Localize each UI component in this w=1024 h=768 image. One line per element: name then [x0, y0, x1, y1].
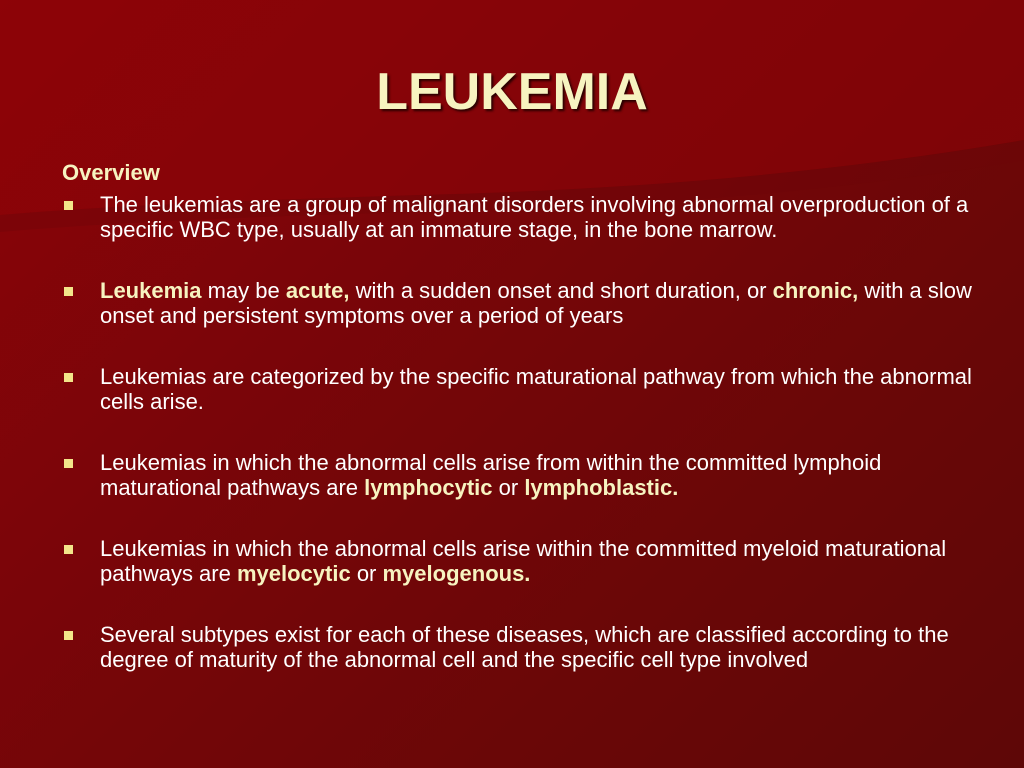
term-myelocytic: myelocytic: [236, 561, 351, 586]
term-acute: acute,: [285, 278, 350, 303]
term-myelogenous: myelogenous.: [382, 561, 531, 586]
bullet-list: [62, 192, 972, 708]
term-chronic: chronic,: [772, 278, 859, 303]
bullet-item-6: [62, 622, 972, 672]
overview-heading: Overview: [62, 160, 160, 185]
bullet-text: with a slow onset and persistent symptoms over a period of years: [100, 278, 972, 328]
bullet-item-1: [62, 192, 972, 242]
bullet-item-5: [62, 536, 972, 586]
slide-title: LEUKEMIA: [376, 63, 648, 121]
bullet-item-4: [62, 450, 972, 500]
square-bullet-icon: [64, 201, 73, 210]
bullet-text: or: [350, 561, 383, 586]
bullet-text: The leukemias are a group of malignant disorders involving abnormal overproduction of a specific WBC type, usually at an immature stage, in the bone marrow.: [100, 192, 969, 242]
bullet-text: or: [492, 475, 525, 500]
square-bullet-icon: [64, 287, 73, 296]
bullet-text: Several subtypes exist for each of these diseases, which are classified according to the degree of maturity of the abnormal cell and the specific cell type involved: [100, 622, 949, 672]
term-lymphocytic: lymphocytic: [364, 475, 493, 500]
term-lymphoblastic: lymphoblastic.: [524, 475, 679, 500]
bullet-item-2: [62, 278, 972, 328]
term-leukemia: Leukemia: [100, 278, 202, 303]
bullet-text: Leukemias in which the abnormal cells arise from within the committed lymphoid maturational pathways are: [100, 450, 882, 500]
bullet-text: may be: [201, 278, 286, 303]
square-bullet-icon: [64, 631, 73, 640]
square-bullet-icon: [64, 459, 73, 468]
square-bullet-icon: [64, 373, 73, 382]
bullet-text: Leukemias are categorized by the specific maturational pathway from which the abnormal cells arise.: [100, 364, 972, 414]
bullet-text: Leukemias in which the abnormal cells arise within the committed myeloid maturational pathways are: [100, 536, 947, 586]
square-bullet-icon: [64, 545, 73, 554]
bullet-text: with a sudden onset and short duration, or: [349, 278, 773, 303]
bullet-item-3: [62, 364, 972, 414]
